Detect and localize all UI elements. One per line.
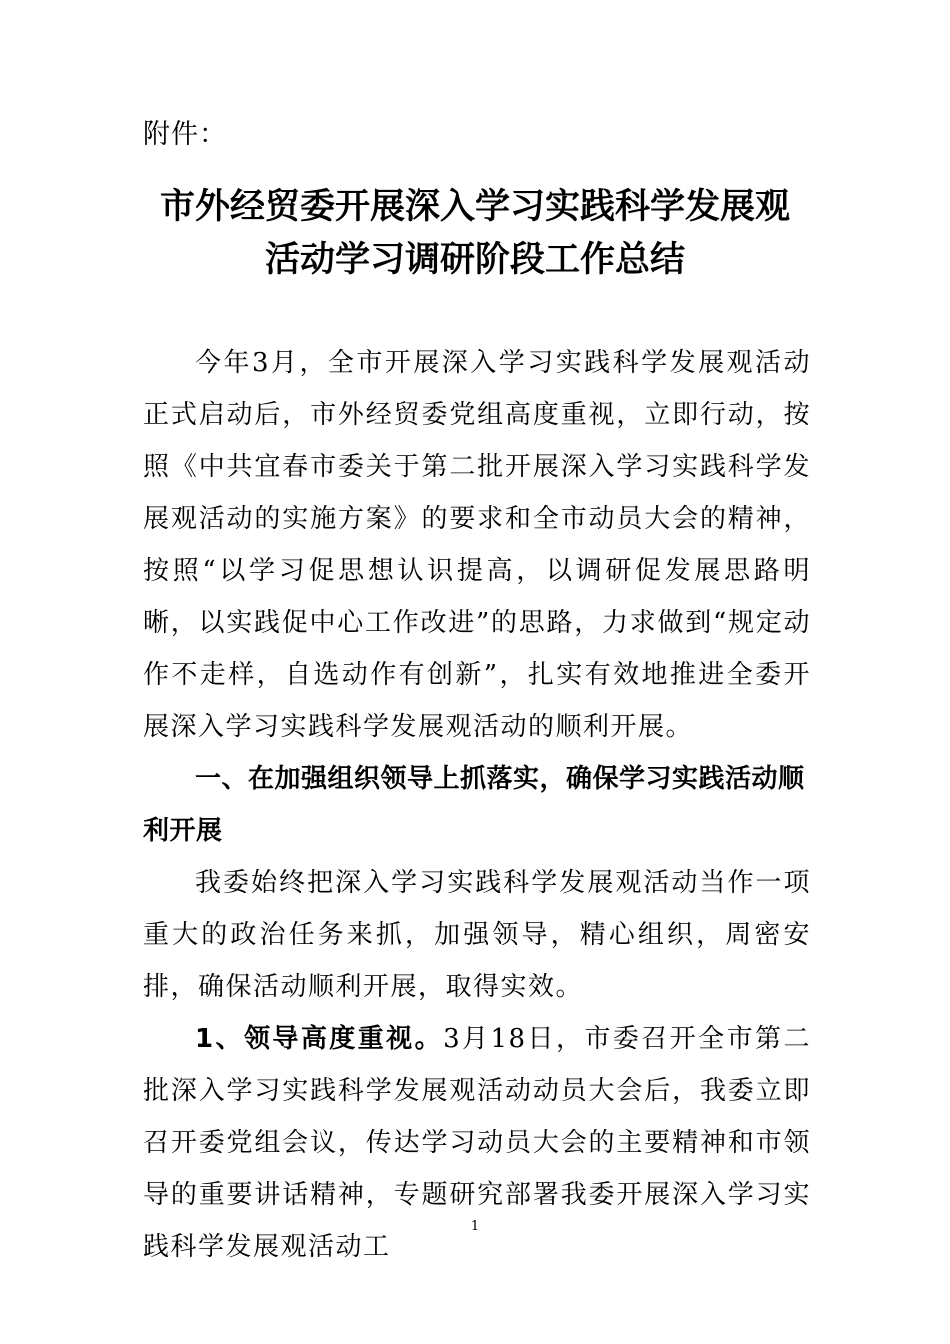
intro-paragraph: 今年3月，全市开展深入学习实践科学发展观活动正式启动后，市外经贸委党组高度重视，立即行动，按照《中共宜春市委关于第二批开展深入学习实践科学发展观活动的实施方案》的要求和全市动员大会的精神，按照“以学习促思想认识提高，以调研促发展思路明晰，以实践促中心工作改进”的思路，力求做到“规定动作不走样，自选动作有创新”，扎实有效地推进全委开展深入学习实践科学发展观活动的顺利开展。 <box>143 348 811 742</box>
document-title-line-1: 市外经贸委开展深入学习实践科学发展观 <box>159 187 790 227</box>
document-title-line-2: 活动学习调研阶段工作总结 <box>264 240 685 280</box>
attachment-label: 附件： <box>143 119 227 150</box>
item-1-lead: 1、领导高度重视。 <box>195 1024 444 1054</box>
section-1-paragraph: 我委始终把深入学习实践科学发展观活动当作一项重大的政治任务来抓，加强领导，精心组织，周密安排，确保活动顺利开展，取得实效。 <box>143 868 811 1002</box>
item-1-body: 3月18日，市委召开全市第二批深入学习实践科学发展观活动动员大会后，我委立即召开委党组会议，传达学习动员大会的主要精神和市领导的重要讲话精神，专题研究部署我委开展深入学习实践科学发展观活动工 <box>143 1024 811 1262</box>
section-heading-1: 一、在加强组织领导上抓落实，确保学习实践活动顺利开展 <box>143 764 805 846</box>
page-number: 1 <box>470 1219 480 1234</box>
document-body <box>143 337 811 1273</box>
